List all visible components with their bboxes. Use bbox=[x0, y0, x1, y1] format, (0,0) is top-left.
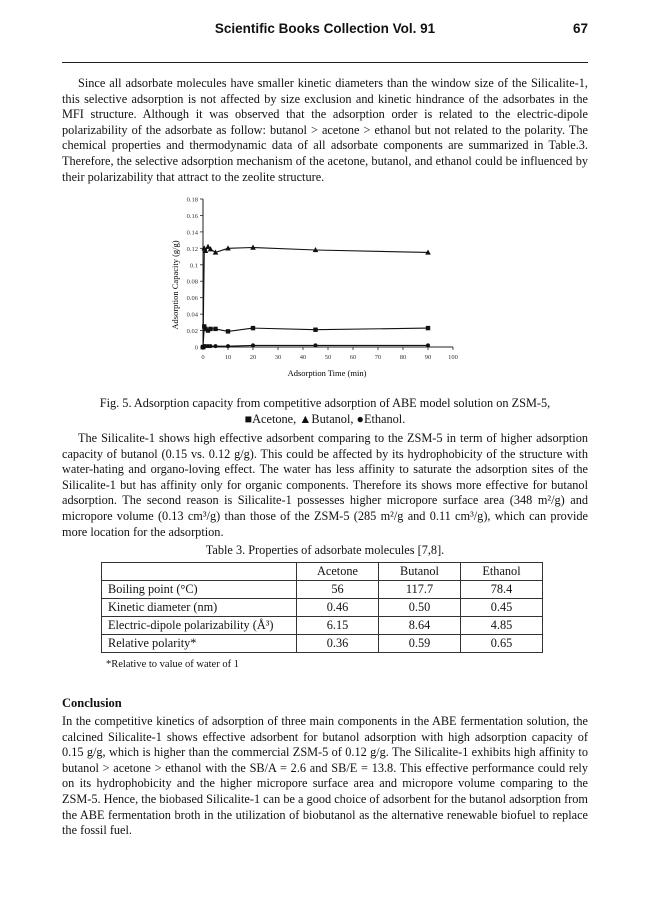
table-cell: 0.46 bbox=[297, 599, 379, 617]
table-cell: 6.15 bbox=[297, 617, 379, 635]
table-cell: 0.59 bbox=[379, 635, 461, 653]
table-row-label: Boiling point (°C) bbox=[102, 581, 297, 599]
x-tick-label: 40 bbox=[299, 354, 307, 361]
page-number: 67 bbox=[572, 21, 588, 36]
y-tick-label: 0.16 bbox=[186, 212, 198, 220]
ethanol-point bbox=[426, 343, 430, 347]
acetone-point bbox=[208, 327, 212, 331]
conclusion-paragraph: In the competitive kinetics of adsorption of three main components in the ABE fermentation solution, the calcined Silicalite-1 shows effective adsorbent for butanol adsorption with high adsorption capacity of 0.15 g/g, which is higher than the commercial ZSM-5 of 0.12 g/g. The Silicalite-1 exhibits high affinity to butanol > acetone > ethanol with the SB/A = 2.6 and SB/E = 13.8. This effective performance could rely on its hydrophobicity and the higher micropore surface area and micropore volume comparing to the ZSM-5. Hence, the biobased Silicalite-1 can be a good choice of adsorbent for the butanol adsorption from the ABE fermentation broth in the utilization of biobutanol as the alternative renewable biofuel to replace the fossil fuel. bbox=[62, 714, 588, 838]
acetone-point bbox=[213, 327, 217, 331]
y-tick-label: 0.06 bbox=[186, 295, 198, 303]
x-axis-label: Adsorption Time (min) bbox=[287, 368, 367, 378]
paragraph-silicalite: The Silicalite-1 shows high effective adsorbent comparing to the ZSM-5 in term of higher adsorption capacity of butanol (0.15 vs. 0.12 g/g). This could be affected by its hydrophobicity of the structure with water-hating and organo-loving effect. The water has less affinity to saturate the adsorption sites of the Silicalite-1 but has affinity only for organic components. Therefore its shows more effective for butanol adsorption. The second reason is Silicalite-1 possesses higher micropore surface area (348 m²/g) and micropore volume (0.13 cm³/g) than those of the ZSM-5 (285 m²/g and 0.11 cm³/g), which can provide more location for the adsorption. bbox=[62, 431, 588, 539]
figure-caption-line1: Fig. 5. Adsorption capacity from competitive adsorption of ABE model solution on ZSM-5, bbox=[99, 396, 551, 410]
table-row bbox=[102, 635, 543, 653]
paragraph-adsorption-order: Since all adsorbate molecules have smaller kinetic diameters than the window size of the Silicalite-1, this selective adsorption is not affected by size exclusion and kinetic hindrance of the adsorbates in the MFI structure. Although it was observed that the adsorption order is related to the electric-dipole polarizability of the adsorbate as follow: butanol > acetone > ethanol but not related to the polarity. The chemical properties and thermodynamic data of all adsorbate components are summarized in Table.3. Therefore, the selective adsorption mechanism of the acetone, butanol, and ethanol could be influenced by their polarizability that attract to the zeolite structure. bbox=[62, 76, 588, 184]
table-cell: 0.50 bbox=[379, 599, 461, 617]
table-row bbox=[102, 599, 543, 617]
x-tick-label: 60 bbox=[349, 354, 357, 361]
x-tick-label: 50 bbox=[324, 354, 332, 361]
acetone-point bbox=[313, 328, 317, 332]
y-tick-label: 0.12 bbox=[186, 245, 198, 253]
table-cell: 78.4 bbox=[461, 581, 543, 599]
table-cell: 117.7 bbox=[379, 581, 461, 599]
table-row bbox=[102, 617, 543, 635]
chart-series bbox=[200, 244, 431, 350]
table-row bbox=[102, 581, 543, 599]
y-tick-label: 0.1 bbox=[189, 262, 198, 270]
ethanol-point bbox=[226, 344, 230, 348]
acetone-point bbox=[426, 326, 430, 330]
figure-caption-line2: ■Acetone, ▲Butanol, ●Ethanol. bbox=[244, 412, 406, 426]
acetone-point bbox=[251, 326, 255, 330]
ethanol-point bbox=[214, 344, 218, 348]
conclusion-heading: Conclusion bbox=[62, 696, 122, 710]
table-cell: 0.36 bbox=[297, 635, 379, 653]
table-col-header: Butanol bbox=[379, 563, 461, 581]
page-header bbox=[62, 21, 588, 41]
table-caption: Table 3. Properties of adsorbate molecules [7,8]. bbox=[205, 543, 445, 557]
x-tick-label: 0 bbox=[201, 354, 205, 361]
ethanol-point bbox=[251, 343, 255, 347]
table-row-label: Kinetic diameter (nm) bbox=[102, 599, 297, 617]
y-tick-label: 0.02 bbox=[186, 328, 198, 336]
y-tick-label: 0.08 bbox=[186, 278, 198, 286]
y-tick-label: 0.04 bbox=[186, 311, 198, 319]
x-tick-label: 70 bbox=[374, 354, 382, 361]
table-col-header: Acetone bbox=[297, 563, 379, 581]
ethanol-point bbox=[209, 344, 213, 348]
table-cell: 4.85 bbox=[461, 617, 543, 635]
series-line-butanol bbox=[203, 247, 428, 347]
x-tick-label: 80 bbox=[399, 354, 407, 361]
x-tick-label: 100 bbox=[448, 354, 458, 361]
table-cell: 56 bbox=[297, 581, 379, 599]
y-axis-label: Adsorption Capacity (g/g) bbox=[170, 240, 180, 330]
properties-table bbox=[101, 562, 543, 653]
table-col-header: Ethanol bbox=[461, 563, 543, 581]
ethanol-point bbox=[314, 343, 318, 347]
acetone-point bbox=[226, 329, 230, 333]
table-cell: 8.64 bbox=[379, 617, 461, 635]
header-rule bbox=[62, 62, 588, 63]
table-row-label: Electric-dipole polarizability (Å³) bbox=[102, 617, 297, 635]
adsorption-chart bbox=[165, 191, 495, 381]
journal-title: Scientific Books Collection Vol. 91 bbox=[214, 21, 436, 36]
table-cell: 0.45 bbox=[461, 599, 543, 617]
x-tick-label: 90 bbox=[424, 354, 432, 361]
table-cell: 0.65 bbox=[461, 635, 543, 653]
x-tick-label: 10 bbox=[224, 354, 232, 361]
table-row-label: Relative polarity* bbox=[102, 635, 297, 653]
x-tick-label: 20 bbox=[249, 354, 257, 361]
table-corner-cell bbox=[102, 563, 297, 581]
table-footnote: *Relative to value of water of 1 bbox=[106, 659, 239, 670]
y-tick-label: 0.14 bbox=[186, 229, 198, 237]
x-tick-label: 30 bbox=[274, 354, 282, 361]
table-header-row bbox=[102, 563, 543, 581]
chart-axes bbox=[187, 197, 458, 362]
y-tick-label: 0.18 bbox=[186, 196, 198, 204]
y-tick-label: 0 bbox=[194, 344, 198, 352]
